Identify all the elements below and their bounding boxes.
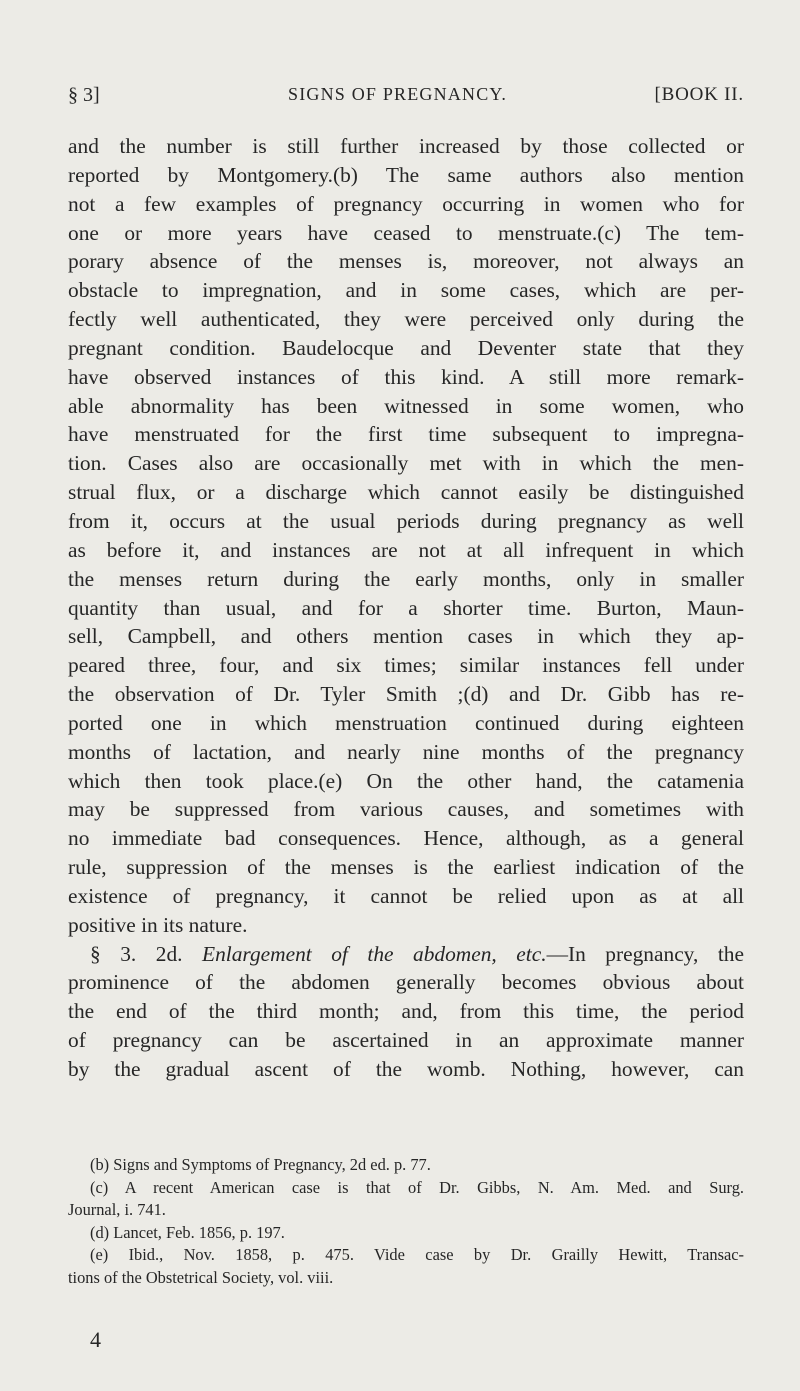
- text-line: ported one in which menstruation continued during eighteen: [68, 710, 744, 735]
- body-text: [68, 132, 744, 1084]
- text-line: may be suppressed from various causes, and sometimes with: [68, 797, 744, 822]
- text-line: the observation of Dr. Tyler Smith ;(d) and Dr. Gibb has re-: [68, 682, 744, 707]
- text-line: reported by Montgomery.(b) The same authors also mention: [68, 162, 744, 187]
- section-heading-line: § 3. 2d. Enlargement of the abdomen, etc.—In pregnancy, the: [90, 941, 744, 966]
- text-line: of pregnancy can be ascertained in an approximate manner: [68, 1028, 744, 1053]
- header-book-number: [BOOK II.: [654, 84, 744, 105]
- text-line: no immediate bad consequences. Hence, although, as a general: [68, 826, 744, 851]
- footnote-e-continued: tions of the Obstetrical Society, vol. viii.: [68, 1267, 334, 1287]
- text-line: peared three, four, and six times; similar instances fell under: [68, 653, 744, 678]
- text-line: from it, occurs at the usual periods during pregnancy as well: [68, 508, 744, 533]
- text-line: which then took place.(e) On the other hand, the catamenia: [68, 768, 744, 793]
- text-line: have menstruated for the first time subsequent to impregna-: [68, 422, 744, 447]
- footnote-c-continued: Journal, i. 741.: [68, 1200, 166, 1220]
- text-line: pregnant condition. Baudelocque and Deventer state that they: [68, 335, 744, 360]
- footnote-b: (b) Signs and Symptoms of Pregnancy, 2d ed. p. 77.: [90, 1155, 431, 1174]
- text-line: porary absence of the menses is, moreover, not always an: [68, 249, 744, 274]
- text-line: able abnormality has been witnessed in some women, who: [68, 393, 744, 418]
- section-heading-italic: Enlargement of the abdomen, etc.: [202, 941, 547, 966]
- text-line: the end of the third month; and, from this time, the period: [68, 999, 744, 1024]
- text-line: one or more years have ceased to menstruate.(c) The tem-: [68, 220, 744, 245]
- text-line: sell, Campbell, and others mention cases in which they ap-: [68, 624, 744, 649]
- footnote-e: (e) Ibid., Nov. 1858, p. 475. Vide case by Dr. Grailly Hewitt, Transac-: [90, 1245, 744, 1265]
- text-line: and the number is still further increased by those collected or: [68, 134, 744, 158]
- text-line: obstacle to impregnation, and in some cases, which are per-: [68, 278, 744, 303]
- text-line: tion. Cases also are occasionally met with in which the men-: [68, 451, 744, 476]
- running-header: [68, 84, 744, 114]
- header-title: SIGNS OF PREGNANCY.: [288, 84, 508, 104]
- header-section-number: § 3]: [68, 84, 100, 106]
- footnote-d: (d) Lancet, Feb. 1856, p. 197.: [90, 1222, 285, 1242]
- text-line: have observed instances of this kind. A still more remark-: [68, 364, 744, 389]
- footnotes: [68, 1154, 744, 1290]
- text-line: not a few examples of pregnancy occurring in women who for: [68, 191, 744, 216]
- text-line: rule, suppression of the menses is the earliest indication of the: [68, 855, 744, 880]
- text-line: positive in its nature.: [68, 912, 248, 937]
- text-line: fectly well authenticated, they were perceived only during the: [68, 307, 744, 332]
- text-line: by the gradual ascent of the womb. Nothing, however, can: [68, 1057, 744, 1081]
- text-line: as before it, and instances are not at all infrequent in which: [68, 537, 744, 562]
- text-line: existence of pregnancy, it cannot be relied upon as at all: [68, 883, 744, 908]
- footnote-c: (c) A recent American case is that of Dr. Gibbs, N. Am. Med. and Surg.: [90, 1177, 744, 1197]
- text-line: prominence of the abdomen generally becomes obvious about: [68, 970, 744, 995]
- text-line: quantity than usual, and for a shorter time. Burton, Maun-: [68, 595, 744, 620]
- signature-mark: 4: [90, 1327, 101, 1352]
- text-line: the menses return during the early months, only in smaller: [68, 566, 744, 591]
- text-line: months of lactation, and nearly nine months of the pregnancy: [68, 739, 744, 764]
- text-line: strual flux, or a discharge which cannot easily be distinguished: [68, 480, 744, 505]
